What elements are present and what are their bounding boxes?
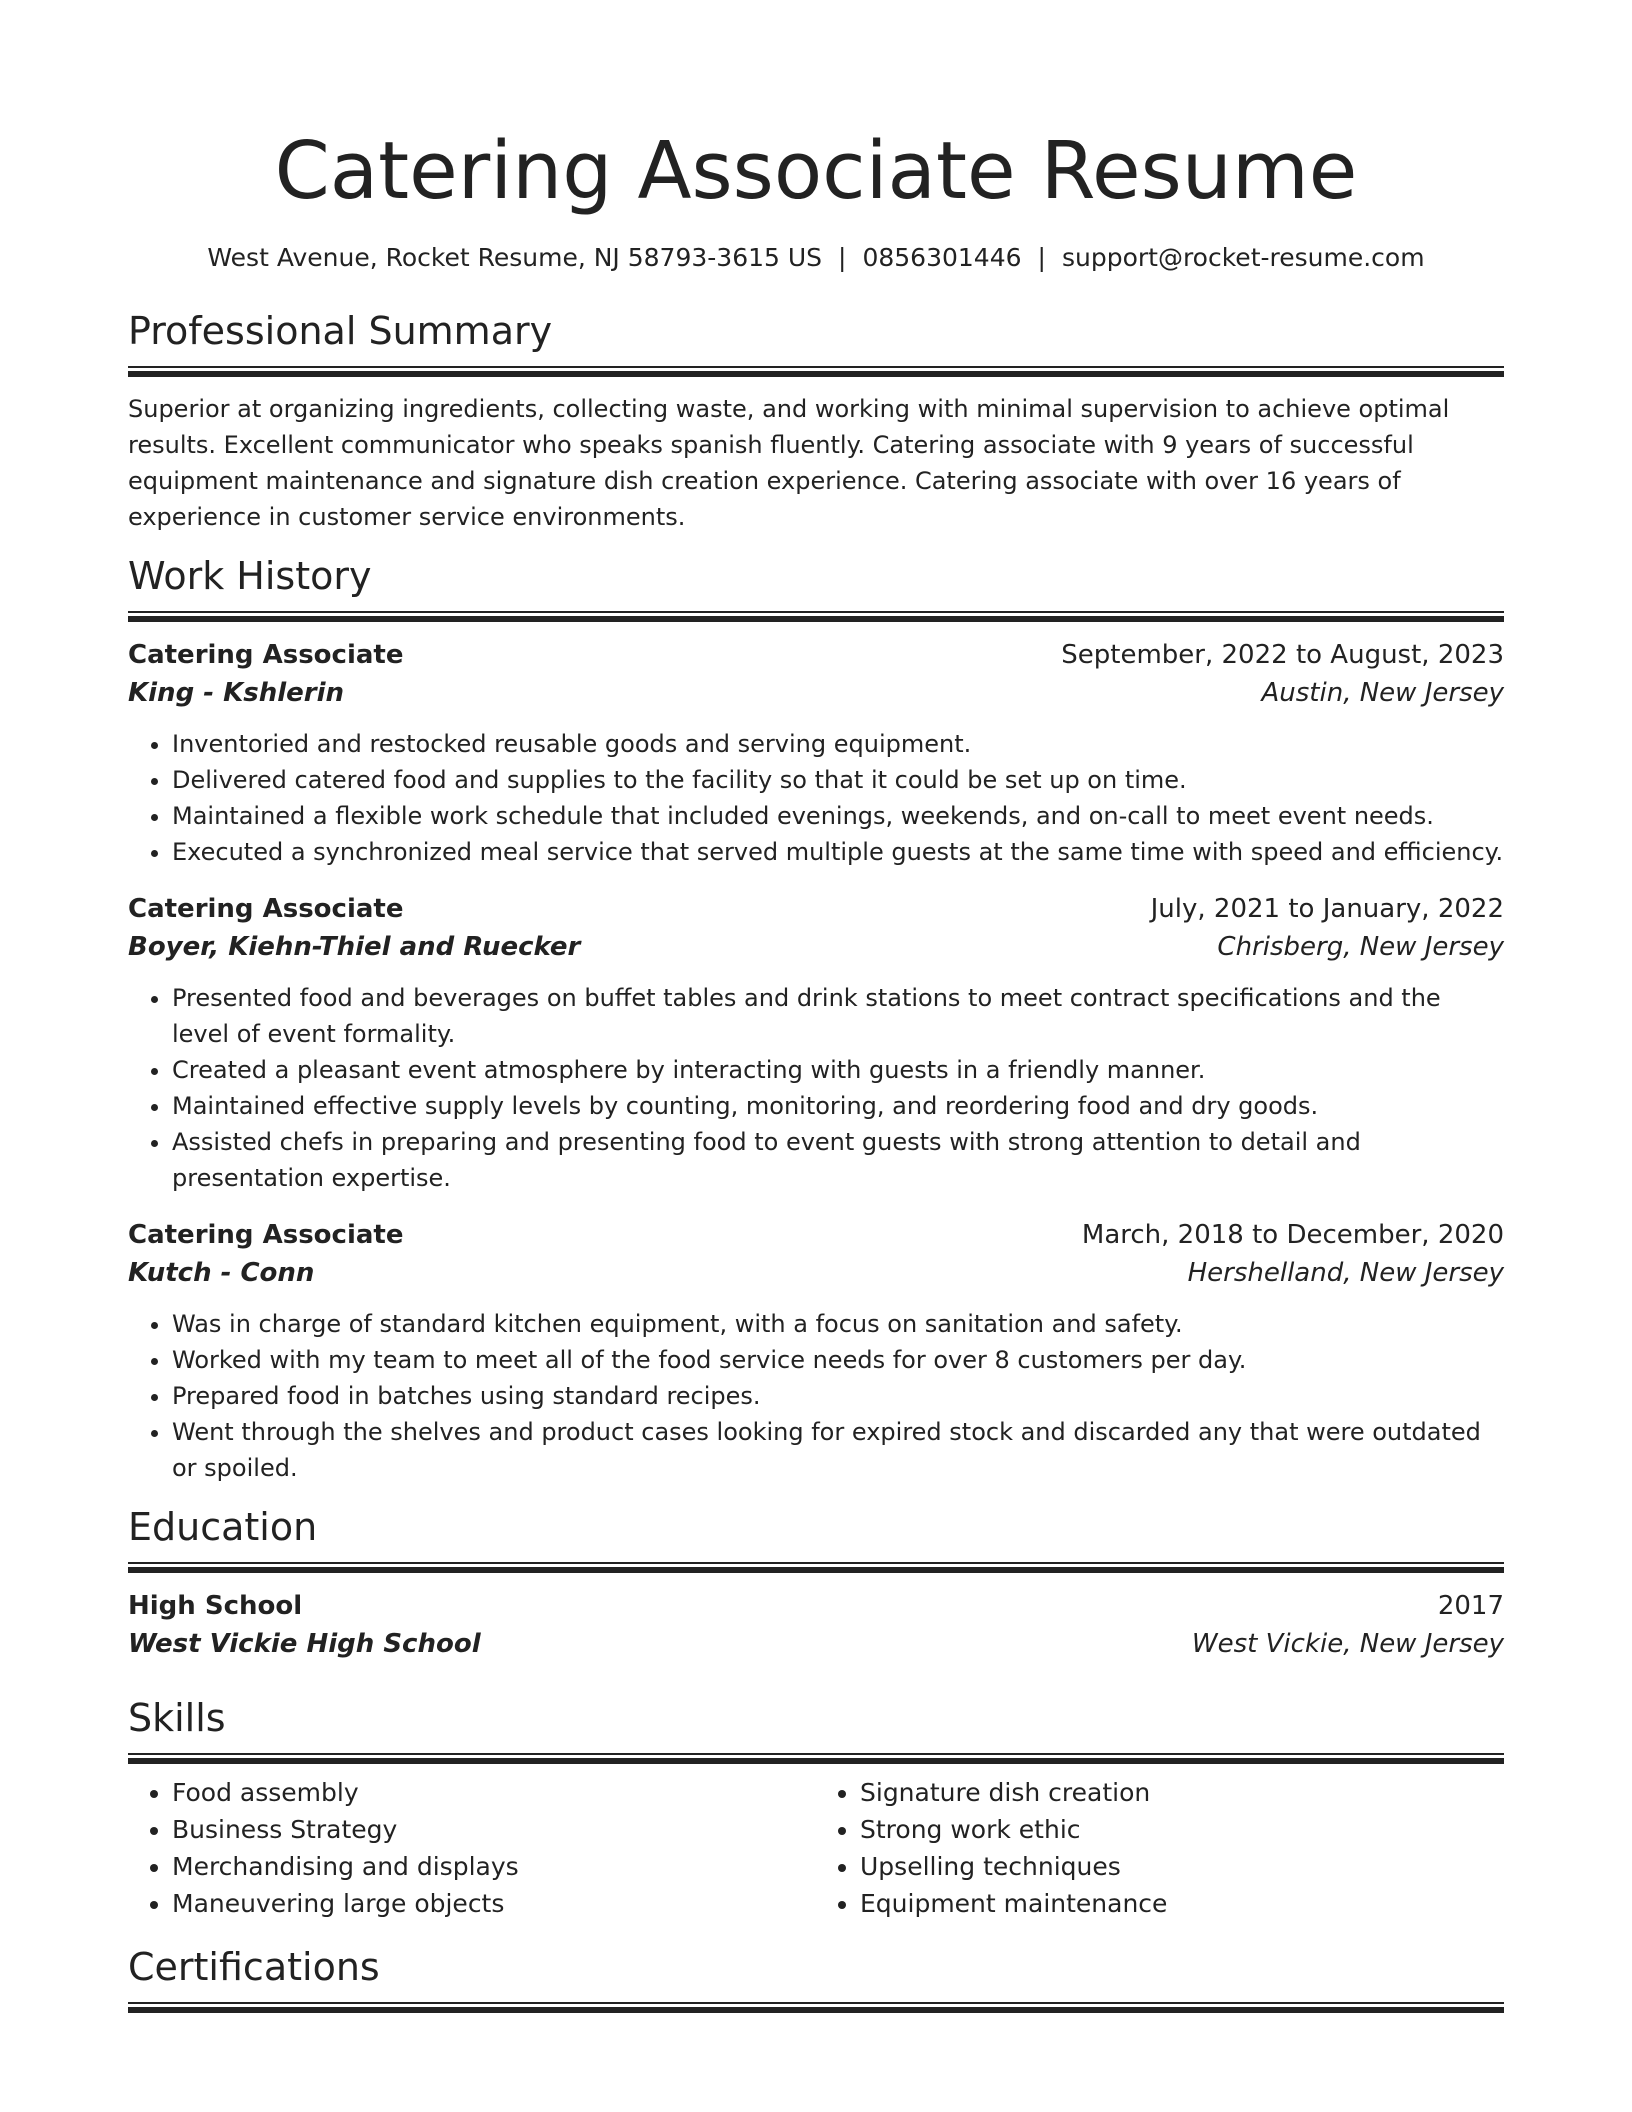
work-section <box>128 553 1504 1486</box>
job-header <box>128 890 1504 928</box>
job-bullet: • Maintained effective supply levels by counting, monitoring, and reordering food and dry goods. <box>172 1088 1504 1124</box>
skills-column-left <box>128 1774 816 1922</box>
skills-grid <box>128 1774 1504 1922</box>
job-subheader <box>128 1254 1504 1292</box>
skills-column-right <box>816 1774 1504 1922</box>
education-header <box>128 1587 1504 1625</box>
job-dates: July, 2021 to January, 2022 <box>1150 894 1504 924</box>
job-bullet: • Executed a synchronized meal service that served multiple guests at the same time with speed and efficiency. <box>172 834 1504 870</box>
summary-heading: Professional Summary <box>128 309 553 353</box>
job-dates: March, 2018 to December, 2020 <box>1081 1220 1504 1250</box>
job-title: Catering Associate <box>128 640 404 670</box>
contact-phone: 0856301446 <box>862 243 1022 272</box>
education-subheader <box>128 1625 1504 1663</box>
skills-section <box>128 1695 1504 1922</box>
job-bullet: • Created a pleasant event atmosphere by interacting with guests in a friendly manner. <box>172 1052 1504 1088</box>
job-company: King - Kshlerin <box>128 678 344 708</box>
education-section <box>128 1504 1504 1663</box>
job-location: Hershelland, New Jersey <box>1187 1258 1504 1288</box>
contact-address: West Avenue, Rocket Resume, NJ 58793-3615 US <box>207 243 823 272</box>
education-degree: High School <box>128 1591 303 1621</box>
job-bullets <box>128 1306 1504 1486</box>
contact-separator: | <box>1037 243 1046 272</box>
skill-item: • Merchandising and displays <box>172 1848 816 1885</box>
work-heading: Work History <box>128 554 372 598</box>
section-divider <box>128 611 1504 622</box>
contact-email[interactable]: support@rocket-resume.com <box>1061 243 1425 272</box>
education-location: West Vickie, New Jersey <box>1191 1629 1504 1659</box>
job-company: Kutch - Conn <box>128 1258 315 1288</box>
job-bullet: • Went through the shelves and product cases looking for expired stock and discarded any that were outdated or spoiled. <box>172 1414 1504 1486</box>
job-subheader <box>128 928 1504 966</box>
summary-section <box>128 308 1504 535</box>
job-company: Boyer, Kiehn-Thiel and Ruecker <box>128 932 581 962</box>
summary-text: Superior at organizing ingredients, collecting waste, and working with minimal supervision to achieve optimal results. Excellent communicator who speaks spanish fluently. Catering associate with 9 years of successful equipment maintenance and signature dish creation experience. Catering associate with over 16 years of experience in customer service environments. <box>128 395 1450 531</box>
section-divider <box>128 2002 1504 2013</box>
education-heading: Education <box>128 1505 318 1549</box>
skill-item: • Strong work ethic <box>860 1811 1504 1848</box>
job-dates: September, 2022 to August, 2023 <box>1061 640 1504 670</box>
contact-separator: | <box>838 243 847 272</box>
contact-line <box>128 242 1504 274</box>
skill-item: • Equipment maintenance <box>860 1885 1504 1922</box>
job-bullet: • Assisted chefs in preparing and presenting food to event guests with strong attention to detail and presentation expertise. <box>172 1124 1504 1196</box>
education-entry <box>128 1587 1504 1663</box>
job-bullet: • Was in charge of standard kitchen equipment, with a focus on sanitation and safety. <box>172 1306 1504 1342</box>
skill-item: • Food assembly <box>172 1774 816 1811</box>
job-entry <box>128 890 1504 1196</box>
job-title: Catering Associate <box>128 1220 404 1250</box>
resume-title: Catering Associate Resume <box>274 125 1358 217</box>
skill-item: • Business Strategy <box>172 1811 816 1848</box>
section-divider <box>128 1562 1504 1573</box>
job-bullet: • Worked with my team to meet all of the food service needs for over 8 customers per day. <box>172 1342 1504 1378</box>
skills-heading: Skills <box>128 1696 226 1740</box>
section-divider <box>128 1753 1504 1764</box>
job-header <box>128 636 1504 674</box>
job-location: Austin, New Jersey <box>1261 678 1504 708</box>
certifications-heading: Certifications <box>128 1945 380 1989</box>
job-bullet: • Inventoried and restocked reusable goods and serving equipment. <box>172 726 1504 762</box>
job-location: Chrisberg, New Jersey <box>1217 932 1504 962</box>
skill-item: • Maneuvering large objects <box>172 1885 816 1922</box>
education-school: West Vickie High School <box>128 1629 481 1659</box>
job-entry <box>128 636 1504 870</box>
job-bullet: • Delivered catered food and supplies to the facility so that it could be set up on time. <box>172 762 1504 798</box>
job-subheader <box>128 674 1504 712</box>
skill-item: • Signature dish creation <box>860 1774 1504 1811</box>
job-header <box>128 1216 1504 1254</box>
job-bullets <box>128 980 1504 1196</box>
education-year: 2017 <box>1437 1591 1504 1621</box>
job-title: Catering Associate <box>128 894 404 924</box>
job-entry <box>128 1216 1504 1486</box>
section-divider <box>128 366 1504 377</box>
skill-item: • Upselling techniques <box>860 1848 1504 1885</box>
certifications-section <box>128 1944 1504 2013</box>
job-bullets <box>128 726 1504 870</box>
job-bullet: • Maintained a flexible work schedule that included evenings, weekends, and on-call to meet event needs. <box>172 798 1504 834</box>
job-bullet: • Presented food and beverages on buffet tables and drink stations to meet contract specifications and the level of event formality. <box>172 980 1504 1052</box>
job-bullet: • Prepared food in batches using standard recipes. <box>172 1378 1504 1414</box>
